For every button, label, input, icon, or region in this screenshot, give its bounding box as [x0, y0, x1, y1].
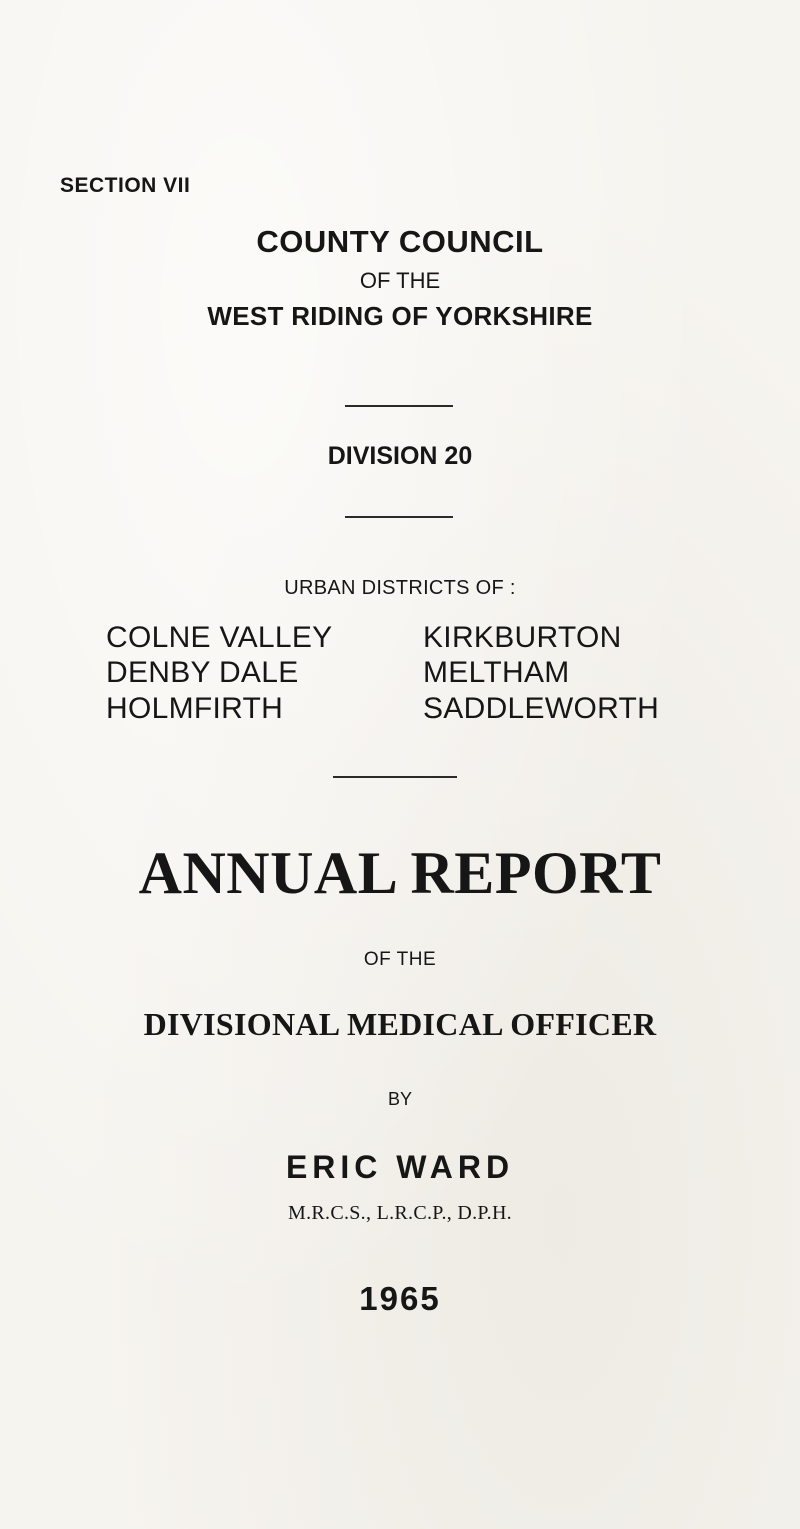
district-left-1: COLNE VALLEY [106, 621, 333, 654]
report-year: 1965 [359, 1280, 441, 1317]
district-left-2: DENBY DALE [106, 656, 299, 689]
section-label: SECTION VII [60, 174, 191, 197]
by-label: BY [387, 1089, 412, 1109]
council-title: COUNTY COUNCIL [256, 224, 544, 259]
districts-heading: URBAN DISTRICTS OF : [284, 577, 516, 599]
officer-title: DIVISIONAL MEDICAL OFFICER [143, 1006, 657, 1042]
district-right-1: KIRKBURTON [423, 621, 622, 654]
divider-rule [345, 516, 453, 518]
district-right-3: SADDLEWORTH [423, 692, 660, 725]
council-of-the: OF THE [359, 268, 441, 293]
divider-rule [345, 405, 453, 407]
district-left-3: HOLMFIRTH [106, 692, 284, 725]
division-title: DIVISION 20 [327, 442, 473, 470]
author-name: ERIC WARD [285, 1149, 515, 1185]
district-right-2: MELTHAM [423, 656, 570, 689]
council-region: WEST RIDING OF YORKSHIRE [207, 301, 593, 331]
report-title: ANNUAL REPORT [138, 840, 662, 906]
report-of-the: OF THE [363, 949, 437, 970]
divider-rule [333, 776, 457, 778]
author-qualifications: M.R.C.S., L.R.C.P., D.P.H. [288, 1202, 512, 1224]
